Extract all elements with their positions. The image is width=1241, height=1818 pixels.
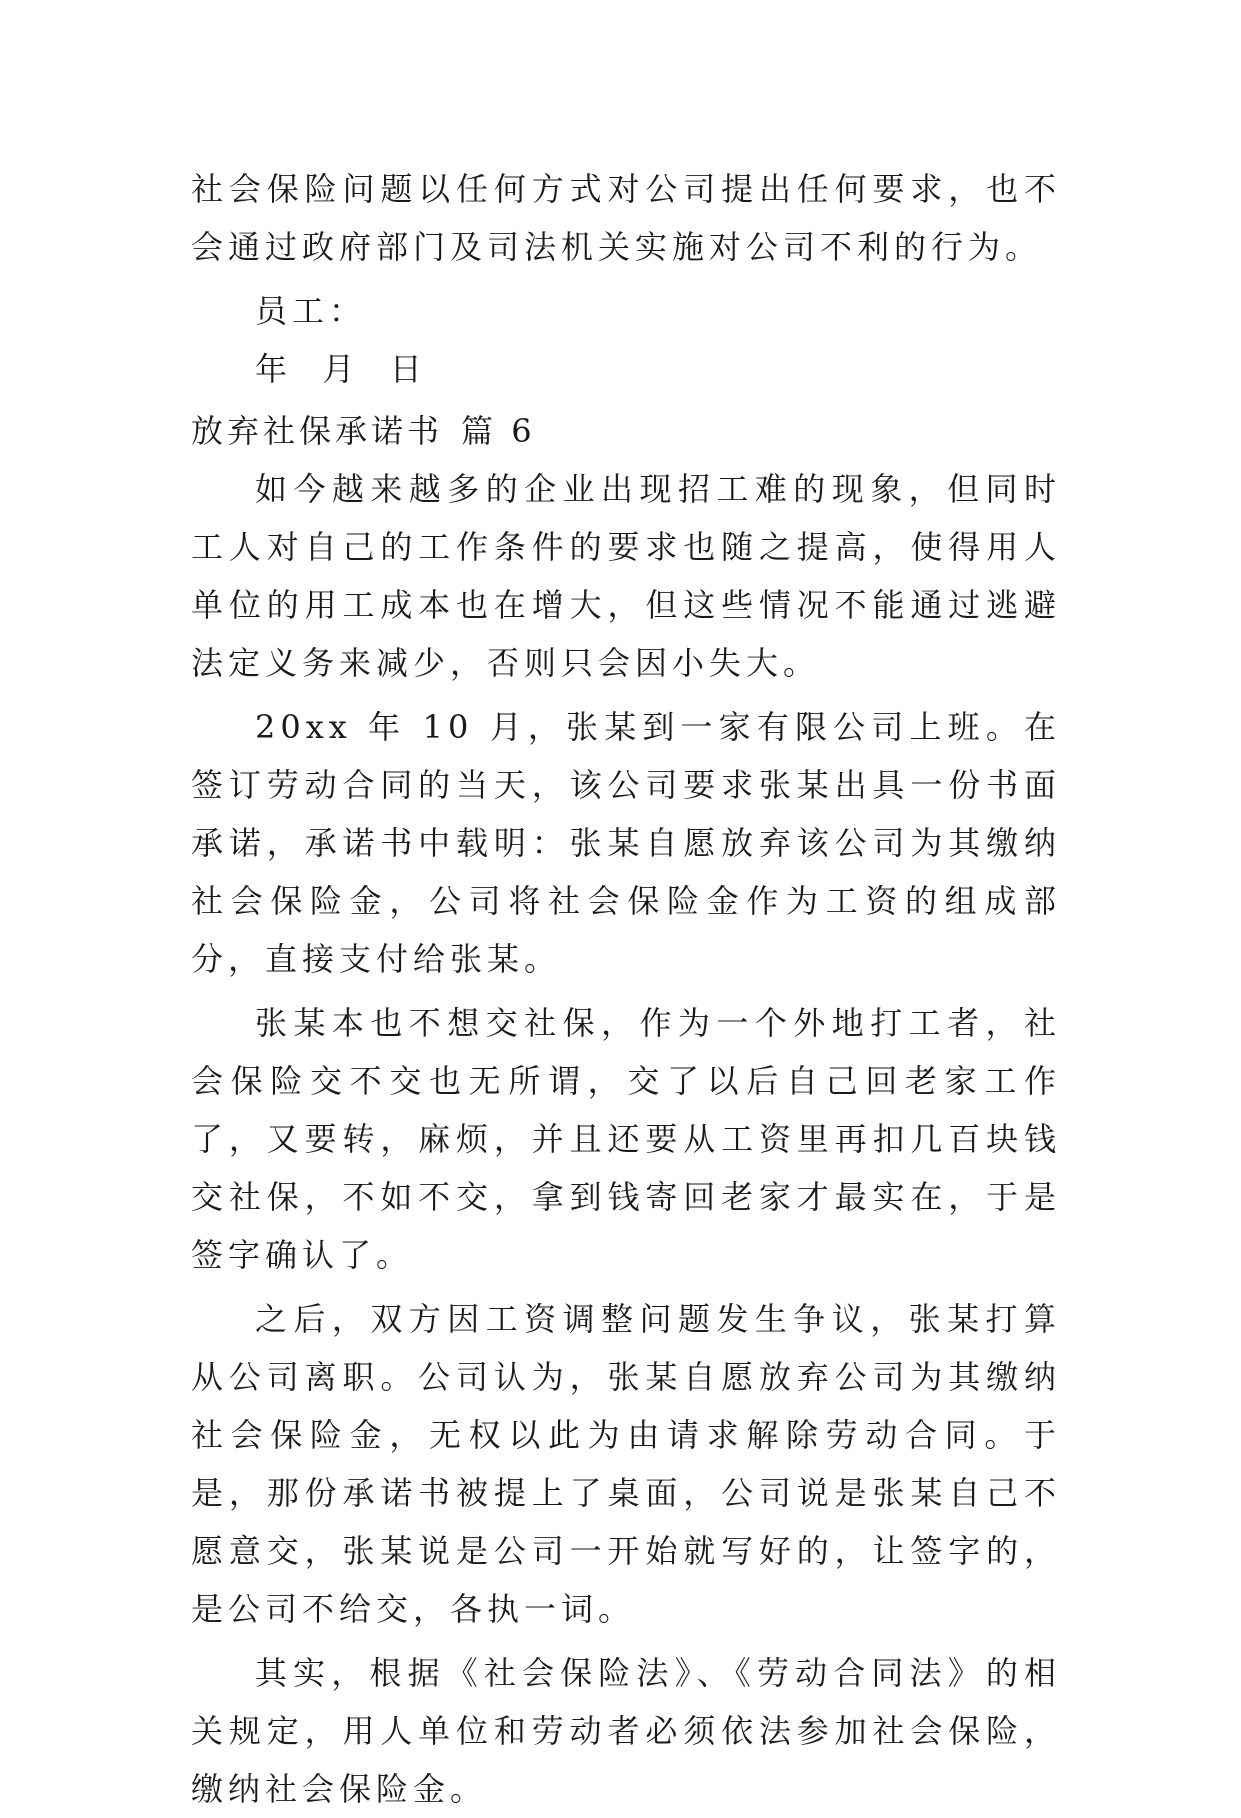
document-body xyxy=(191,160,1061,1818)
date-line: 年 月 日 xyxy=(255,350,427,388)
heading-section-number: 篇 6 xyxy=(461,412,536,450)
employee-signature-label: 员工： xyxy=(255,292,367,330)
section-heading xyxy=(191,402,1061,460)
paragraph-intro: 如今越来越多的企业出现招工难的现象，但同时工人对自己的工作条件的要求也随之提高，使得用人单位的用工成本也在增大，但这些情况不能通过逃避法定义务来减少，否则只会因小失大。 xyxy=(191,470,1061,682)
heading-title: 放弃社保承诺书 xyxy=(191,412,444,450)
paragraph-law: 其实，根据《社会保险法》、《劳动合同法》的相关规定，用人单位和劳动者必须依法参加社会保险，缴纳社会保险金。 xyxy=(191,1654,1061,1808)
paragraph-employee-view: 张某本也不想交社保，作为一个外地打工者，社会保险交不交也无所谓，交了以后自己回老家工作了，又要转，麻烦，并且还要从工资里再扣几百块钱交社保，不如不交，拿到钱寄回老家才最实在，于是签字确认了。 xyxy=(191,1004,1061,1274)
paragraph-dispute: 之后，双方因工资调整问题发生争议，张某打算从公司离职。公司认为，张某自愿放弃公司为其缴纳社会保险金，无权以此为由请求解除劳动合同。于是，那份承诺书被提上了桌面，公司说是张某自己不愿意交，张某说是公司一开始就写好的，让签字的，是公司不给交，各执一词。 xyxy=(191,1300,1061,1628)
paragraph-case: 20xx 年 10 月，张某到一家有限公司上班。在签订劳动合同的当天，该公司要求张某出具一份书面承诺，承诺书中载明：张某自愿放弃该公司为其缴纳社会保险金，公司将社会保险金作为工资的组成部分，直接支付给张某。 xyxy=(191,708,1061,978)
paragraph-continuation: 社会保险问题以任何方式对公司提出任何要求，也不会通过政府部门及司法机关实施对公司不利的行为。 xyxy=(191,170,1061,266)
